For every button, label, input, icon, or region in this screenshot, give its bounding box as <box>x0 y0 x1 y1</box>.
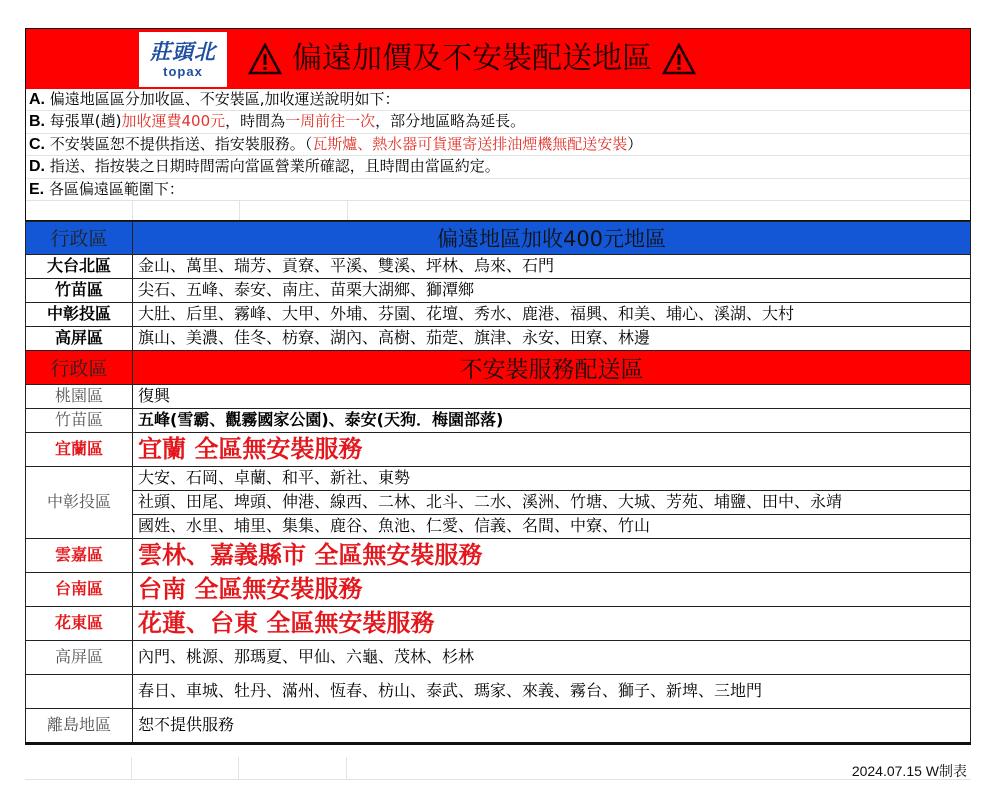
logo-english: topax <box>163 63 203 79</box>
note-text: ） <box>627 134 643 153</box>
note-e <box>26 179 970 201</box>
table-row <box>26 384 971 408</box>
region-name: 高屏區 <box>26 326 133 350</box>
region-name-empty <box>26 674 133 708</box>
column-header-region: 行政區 <box>26 350 133 384</box>
surcharge-title: 偏遠地區加收400元地區 <box>133 221 971 254</box>
table-row <box>26 278 971 302</box>
region-areas: 五峰(雪霸、觀霧國家公園)、泰安(天狗．梅園部落) <box>133 408 971 432</box>
note-b <box>26 111 970 133</box>
notes-section <box>25 89 971 221</box>
warning-triangle-icon <box>248 43 282 75</box>
region-areas: 尖石、五峰、泰安、南庄、苗栗大湖鄉、獅潭鄉 <box>133 278 971 302</box>
table-row <box>26 302 971 326</box>
title-bar <box>25 28 971 89</box>
page-title-group <box>248 39 696 79</box>
region-name: 宜蘭區 <box>26 432 133 466</box>
company-logo <box>139 32 227 87</box>
note-text: ，時間為 <box>225 112 286 131</box>
region-name: 竹苗區 <box>26 278 133 302</box>
column-header-region: 行政區 <box>26 221 133 254</box>
table-row <box>26 708 971 743</box>
surcharge-header <box>26 221 971 254</box>
note-text: ，部分地區略為延長。 <box>375 112 526 131</box>
note-label: D. <box>29 158 45 176</box>
region-table <box>25 221 971 745</box>
note-text: 不安裝區恕不提供指送、指安裝服務。（ <box>45 134 313 153</box>
region-areas: 大安、石岡、卓蘭、和平、新社、東勢 <box>133 466 971 490</box>
region-areas: 內門、桃源、那瑪夏、甲仙、六龜、茂林、杉林 <box>133 640 971 674</box>
region-areas: 大肚、后里、霧峰、大甲、外埔、芬園、花壇、秀水、鹿港、福興、和美、埔心、溪湖、大村 <box>133 302 971 326</box>
table-row <box>26 254 971 278</box>
note-label: B. <box>29 113 45 131</box>
region-areas: 復興 <box>133 384 971 408</box>
note-c <box>26 134 970 156</box>
note-text: 每張單(趟) <box>45 112 122 131</box>
table-row <box>26 466 971 490</box>
note-highlight: 瓦斯爐、熱水器可貨運寄送排油煙機無配送安裝 <box>312 134 628 153</box>
note-text: 偏遠地區區分加收區、不安裝區,加收運送說明如下： <box>45 90 400 108</box>
note-label: A. <box>29 91 45 108</box>
spacer-row <box>26 201 970 221</box>
region-areas: 宜蘭 全區無安裝服務 <box>133 432 971 466</box>
no-install-header <box>26 350 971 384</box>
table-row <box>26 490 971 514</box>
warning-triangle-icon <box>662 43 696 75</box>
region-areas: 花蓮、台東 全區無安裝服務 <box>133 606 971 640</box>
note-d <box>26 156 970 178</box>
table-row <box>26 326 971 350</box>
region-name: 中彰投區 <box>26 302 133 326</box>
region-areas: 雲林、嘉義縣市 全區無安裝服務 <box>133 538 971 572</box>
region-name: 桃園區 <box>26 384 133 408</box>
region-areas: 金山、萬里、瑞芳、貢寮、平溪、雙溪、坪林、烏來、石門 <box>133 254 971 278</box>
logo-chinese: 莊頭北 <box>150 38 216 64</box>
table-row <box>26 640 971 674</box>
region-areas: 春日、車城、牡丹、滿州、恆春、枋山、泰武、瑪家、來義、霧台、獅子、新埤、三地門 <box>133 674 971 708</box>
region-name: 大台北區 <box>26 254 133 278</box>
table-row <box>26 514 971 538</box>
note-text: 指送、指按裝之日期時間需向當區營業所確認，且時間由當區約定。 <box>45 157 500 176</box>
note-text: 各區偏遠區範圍下： <box>44 179 184 198</box>
region-areas: 國姓、水里、埔里、集集、鹿谷、魚池、仁愛、信義、名間、中寮、竹山 <box>133 514 971 538</box>
table-row <box>26 674 971 708</box>
table-row <box>26 538 971 572</box>
footer-date: 2024.07.15 W制表 <box>851 763 967 779</box>
region-areas: 社頭、田尾、埤頭、伸港、線西、二林、北斗、二水、溪洲、竹塘、大城、芳苑、埔鹽、田中、永靖 <box>133 490 971 514</box>
note-label: E. <box>29 180 45 198</box>
region-areas: 旗山、美濃、佳冬、枋寮、湖內、高樹、茄萣、旗津、永安、田寮、林邊 <box>133 326 971 350</box>
region-areas: 台南 全區無安裝服務 <box>133 572 971 606</box>
table-row <box>26 606 971 640</box>
region-name: 雲嘉區 <box>26 538 133 572</box>
region-name: 台南區 <box>26 572 133 606</box>
no-install-title: 不安裝服務配送區 <box>133 350 971 384</box>
region-name: 高屏區 <box>26 640 133 674</box>
region-name: 中彰投區 <box>26 466 133 538</box>
note-a <box>26 89 970 111</box>
delivery-sheet <box>25 28 971 745</box>
region-name: 離島地區 <box>26 708 133 743</box>
region-name: 竹苗區 <box>26 408 133 432</box>
note-label: C. <box>29 135 45 153</box>
table-row <box>26 572 971 606</box>
region-areas: 恕不提供服務 <box>133 708 971 743</box>
note-highlight: 一周前往一次 <box>285 112 376 131</box>
table-row <box>26 432 971 466</box>
note-highlight: 加收運費400元 <box>121 112 226 131</box>
table-row <box>26 408 971 432</box>
footer <box>25 757 971 780</box>
region-name: 花東區 <box>26 606 133 640</box>
page-title: 偏遠加價及不安裝配送地區 <box>292 41 652 76</box>
